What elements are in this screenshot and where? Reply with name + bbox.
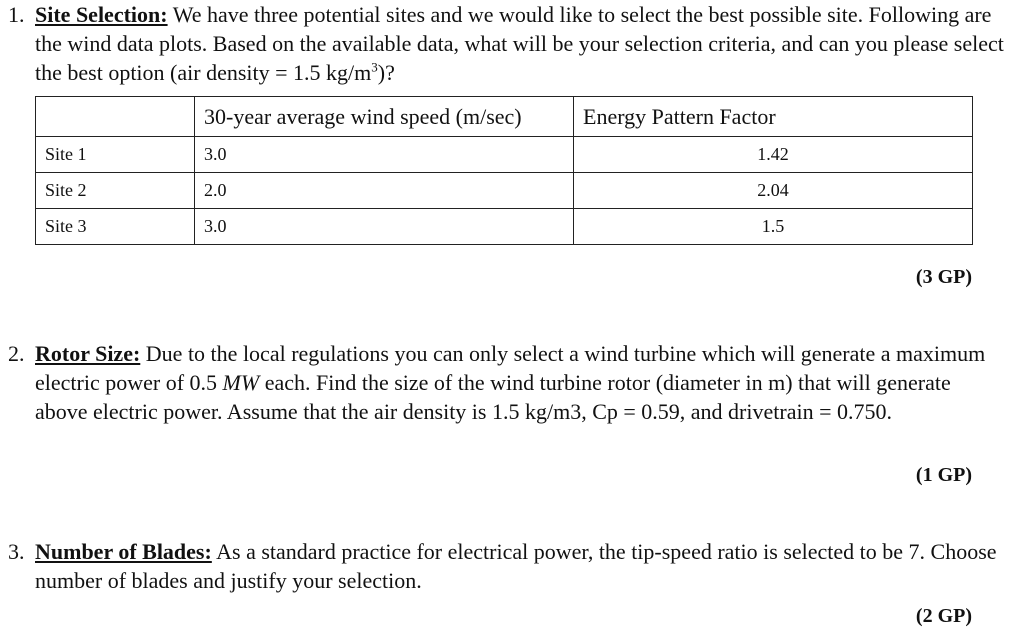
table-row: [36, 173, 973, 209]
question-2: [8, 339, 1008, 426]
question-1-text: [35, 0, 1008, 87]
site-data-table: [35, 96, 973, 245]
table-cell-site: Site 3: [36, 209, 195, 245]
table-row: [36, 137, 973, 173]
question-1-body-a: We have three potential sites and we would like to select the best possible site. Following are the wind data plots. Based on the available data, what will be your selection criteria, and can you please select the best option (air density = 1.5 kg/m: [35, 2, 1004, 85]
table-cell-epf: 2.04: [574, 173, 973, 209]
question-3-heading: Number of Blades:: [35, 539, 212, 564]
question-3: [8, 537, 1008, 595]
question-3-number: 3.: [8, 539, 25, 564]
question-1: [8, 0, 1008, 87]
question-3-text: [35, 537, 1008, 595]
table-header-row: [36, 97, 973, 137]
question-2-number: 2.: [8, 341, 25, 366]
question-1-number: 1.: [8, 2, 25, 27]
question-1-body-b: )?: [377, 60, 395, 85]
question-3-body: As a standard practice for electrical power, the tip-speed ratio is selected to be 7. Choose number of blades and justify your selection.: [35, 539, 997, 593]
question-1-points: (3 GP): [915, 266, 972, 288]
table-cell-speed: 2.0: [195, 173, 574, 209]
table-cell-epf: 1.5: [574, 209, 973, 245]
question-2-heading: Rotor Size:: [35, 341, 141, 366]
question-1-heading: Site Selection:: [35, 2, 168, 27]
table-cell-epf: 1.42: [574, 137, 973, 173]
question-2-body-b: each. Find the size of the wind turbine rotor (diameter in m) that will generate above electric power. Assume that the air density is 1.5 kg/m3, Cp = 0.59, and drivetrain = 0.750.: [35, 370, 951, 424]
table-cell-speed: 3.0: [195, 137, 574, 173]
question-2-text: [35, 339, 1008, 426]
table-cell-speed: 3.0: [195, 209, 574, 245]
table-header-wind-speed: 30-year average wind speed (m/sec): [195, 97, 574, 137]
question-3-points: (2 GP): [915, 605, 972, 627]
table-header-site: [36, 97, 195, 137]
question-2-points: (1 GP): [915, 464, 972, 486]
table-header-energy-pattern-factor: Energy Pattern Factor: [574, 97, 973, 137]
table-cell-site: Site 1: [36, 137, 195, 173]
table-cell-site: Site 2: [36, 173, 195, 209]
table-row: [36, 209, 973, 245]
question-1-superscript: 3: [371, 59, 378, 75]
question-2-body-a: Due to the local regulations you can only select a wind turbine which will generate a maximum electric power of 0.5: [35, 341, 986, 395]
question-2-unit: MW: [222, 370, 260, 395]
